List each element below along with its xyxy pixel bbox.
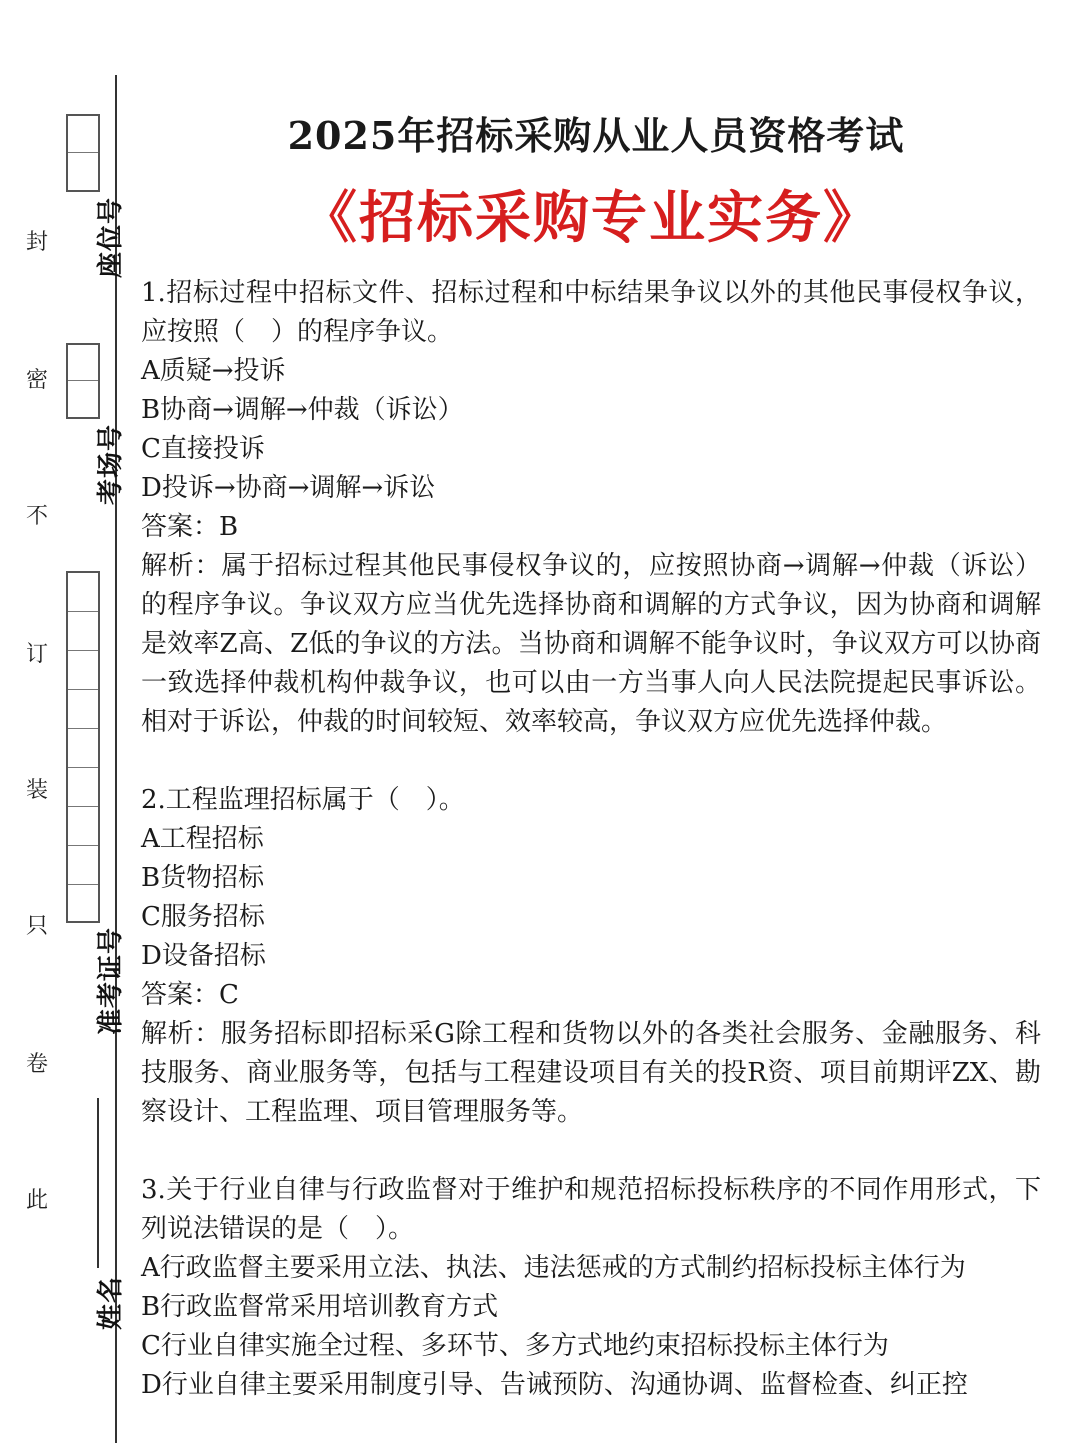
option-c: C行业自律实施全过程、多环节、多方式地约束招标投标主体行为 <box>141 1331 889 1361</box>
question-stem: 2.工程监理招标属于（ ）。 <box>141 785 465 815</box>
answer: 答案：C <box>141 980 239 1010</box>
question-list <box>141 274 1041 1405</box>
option-d: D投诉→协商→调解→诉讼 <box>141 473 436 503</box>
exam-content <box>141 110 1041 1405</box>
question-stem: 1.招标过程中招标文件、招标过程和中标结果争议以外的其他民事侵权争议，应按照（ ）的程序争议。 <box>141 278 1041 347</box>
ticket-box-cell[interactable] <box>68 885 98 921</box>
exam-room-boxes[interactable] <box>66 343 100 419</box>
option-d: D行业自律主要采用制度引导、告诫预防、沟通协调、监督检查、纠正控 <box>141 1370 968 1400</box>
analysis: 解析：服务招标即招标采G除工程和货物以外的各类社会服务、金融服务、科技服务、商业服务等，包括与工程建设项目有关的投R资、项目前期评ZX、勘察设计、工程监理、项目管理服务等。 <box>141 1019 1041 1127</box>
seal-char-2: 密 <box>25 368 48 393</box>
ticket-box-cell[interactable] <box>68 690 98 729</box>
ticket-box-cell[interactable] <box>68 573 98 612</box>
option-c: C服务招标 <box>141 902 265 932</box>
option-b: B行政监督常采用培训教育方式 <box>141 1292 499 1322</box>
ticket-box-cell[interactable] <box>68 768 98 807</box>
seal-char-1: 封 <box>25 230 48 255</box>
seat-box-cell[interactable] <box>68 116 98 153</box>
binding-margin <box>0 0 125 1443</box>
seal-char-4: 订 <box>25 642 48 667</box>
option-d: D设备招标 <box>141 941 266 971</box>
option-a: A行政监督主要采用立法、执法、违法惩戒的方式制约招标投标主体行为 <box>141 1253 966 1283</box>
ticket-box-cell[interactable] <box>68 651 98 690</box>
question-stem: 3.关于行业自律与行政监督对于维护和规范招标投标秩序的不同作用形式，下列说法错误的是（ ）。 <box>141 1175 1041 1244</box>
ticket-box-cell[interactable] <box>68 729 98 768</box>
question-1 <box>141 274 1041 742</box>
ticket-number-boxes[interactable] <box>66 571 100 923</box>
seat-box-cell[interactable] <box>68 153 98 190</box>
exam-subtitle: 《招标采购专业实务》 <box>301 186 881 251</box>
ticket-box-cell[interactable] <box>68 807 98 846</box>
question-2 <box>141 781 1041 1132</box>
option-b: B协商→调解→仲裁（诉讼） <box>141 395 464 425</box>
seal-char-5: 装 <box>25 778 48 803</box>
ticket-box-cell[interactable] <box>68 612 98 651</box>
seal-char-6: 只 <box>25 914 48 939</box>
seal-char-8: 此 <box>25 1188 48 1213</box>
seal-char-3: 不 <box>25 504 48 529</box>
ticket-box-cell[interactable] <box>68 846 98 885</box>
room-box-cell[interactable] <box>68 345 98 381</box>
question-3 <box>141 1171 1041 1405</box>
analysis: 解析：属于招标过程其他民事侵权争议的，应按照协商→调解→仲裁（诉讼）的程序争议。争议双方应当优先选择协商和调解的方式争议，因为协商和调解是效率Z高、Z低的争议的方法。当协商和调解不能争议时，争议双方可以协商一致选择仲裁机构仲裁争议，也可以由一方当事人向人民法院提起民事诉讼。相对于诉讼，仲裁的时间较短、效率较高，争议双方应优先选择仲裁。 <box>141 551 1041 737</box>
exam-title: 2025年招标采购从业人员资格考试 <box>287 113 905 158</box>
name-label: 姓名 <box>96 1275 126 1330</box>
seal-char-7: 卷 <box>25 1052 48 1077</box>
ticket-number-label: 准考证号 <box>96 926 126 1035</box>
name-write-line[interactable] <box>97 1098 99 1268</box>
seat-number-boxes[interactable] <box>66 114 100 192</box>
option-b: B货物招标 <box>141 863 265 893</box>
seat-number-label: 座位号 <box>96 196 126 278</box>
exam-room-label: 考场号 <box>96 423 126 505</box>
option-c: C直接投诉 <box>141 434 265 464</box>
option-a: A质疑→投诉 <box>141 356 286 386</box>
binding-line <box>115 75 117 1443</box>
room-box-cell[interactable] <box>68 381 98 417</box>
option-a: A工程招标 <box>141 824 264 854</box>
answer: 答案：B <box>141 512 239 542</box>
